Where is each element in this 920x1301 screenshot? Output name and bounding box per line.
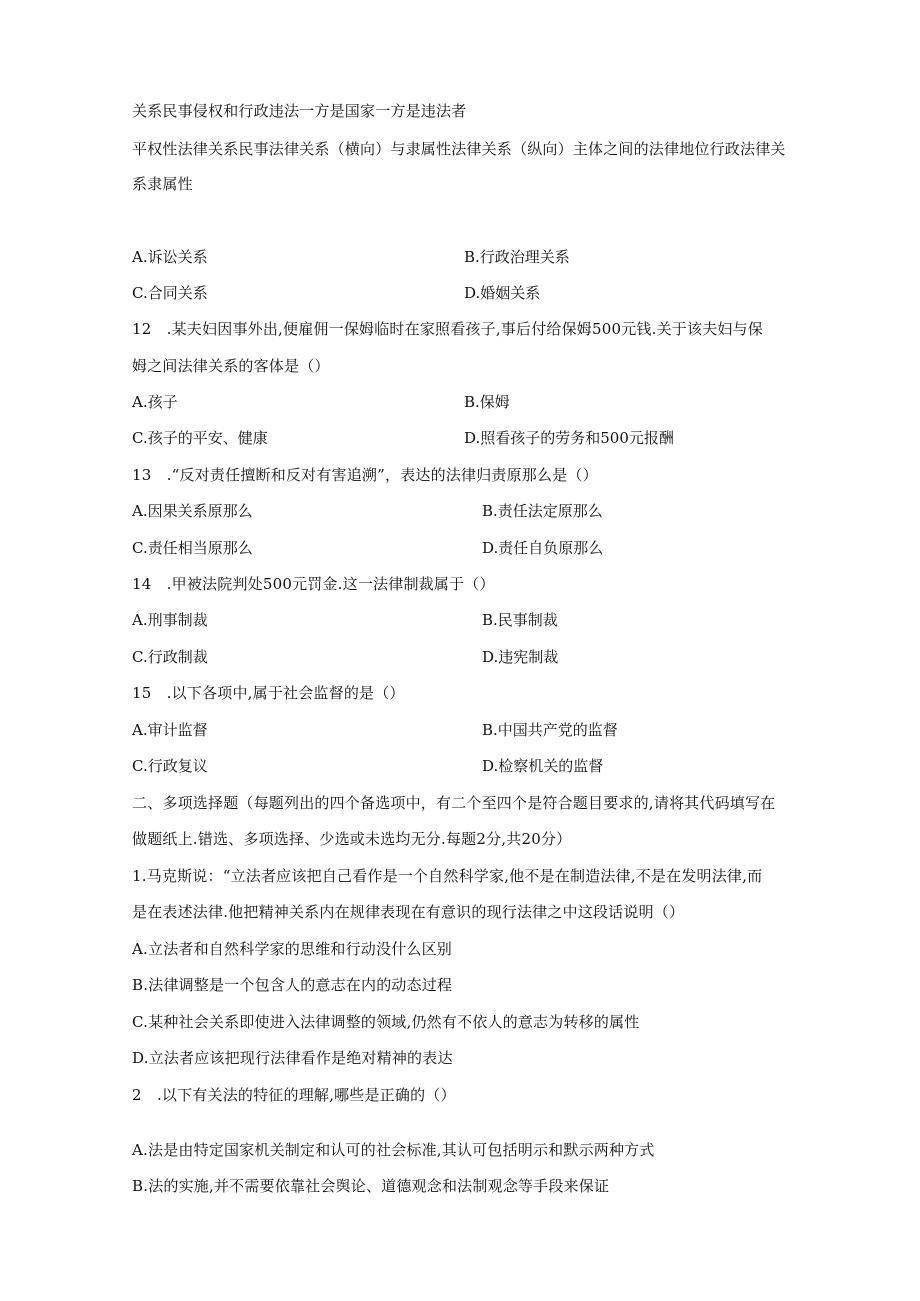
m1-option-b: B.法律调整是一个包含人的意志在内的动态过程	[132, 976, 453, 994]
q12-stem-line-1: 12 .某夫妇因事外出,便雇佣一保姆临时在家照看孩子,事后付给保姆500元钱.关于该夫妇与保	[132, 320, 763, 338]
q11-option-b: B.行政治理关系	[464, 248, 570, 266]
intro-line-1: 关系民事侵权和行政违法一方是国家一方是违法者	[132, 102, 467, 120]
m1-stem-line-1: 1.马克斯说：“立法者应该把自己看作是一个自然科学家,他不是在制造法律,不是在发明法律,而	[132, 867, 763, 885]
q14-option-d: D.违宪制裁	[482, 648, 559, 666]
q13-option-a: A.因果关系原那么	[132, 502, 253, 520]
q12-stem-line-2: 姆之间法律关系的客体是（）	[132, 357, 330, 375]
q15-option-a: A.审计监督	[132, 721, 208, 739]
q11-option-c: C.合同关系	[132, 284, 208, 302]
section2-heading-line-2: 做题纸上.错选、多项选择、少选或未选均无分.每题2分,共20分）	[132, 830, 572, 848]
q14-option-c: C.行政制裁	[132, 648, 208, 666]
q15-option-b: B.中国共产党的监督	[482, 721, 618, 739]
m2-option-a: A.法是由特定国家机关制定和认可的社会标准,其认可包括明示和默示两种方式	[132, 1141, 655, 1159]
q13-stem: 13 .“反对责任擅断和反对有害追溯”，表达的法律归责原那么是（）	[132, 466, 598, 484]
intro-line-3: 系隶属性	[132, 175, 193, 193]
intro-line-2: 平权性法律关系民事法律关系（横向）与隶属性法律关系（纵向）主体之间的法律地位行政法律关	[132, 140, 786, 158]
m1-option-d: D.立法者应该把现行法律看作是绝对精神的表达	[132, 1049, 453, 1067]
q13-option-d: D.责任自负原那么	[482, 539, 604, 557]
q12-option-d: D.照看孩子的劳务和500元报酬	[464, 429, 674, 447]
q11-option-a: A.诉讼关系	[132, 248, 208, 266]
q15-option-c: C.行政复议	[132, 757, 208, 775]
q11-option-d: D.婚姻关系	[464, 284, 541, 302]
m1-option-c: C.某种社会关系即使进入法律调整的领域,仍然有不依人的意志为转移的属性	[132, 1013, 640, 1031]
q13-option-c: C.责任相当原那么	[132, 539, 253, 557]
m1-stem-line-2: 是在表述法律.他把精神关系内在规律表现在有意识的现行法律之中这段话说明（）	[132, 903, 685, 921]
m2-option-b: B.法的实施,并不需要依靠社会舆论、道德观念和法制观念等手段来保证	[132, 1177, 610, 1195]
section2-heading-line-1: 二、多项选择题（每题列出的四个备选项中，有二个至四个是符合题目要求的,请将其代码填写在	[132, 794, 776, 812]
q14-stem: 14 .甲被法院判处500元罚金.这一法律制裁属于（）	[132, 575, 495, 593]
q14-option-a: A.刑事制裁	[132, 611, 208, 629]
m2-stem: 2 .以下有关法的特征的理解,哪些是正确的（）	[132, 1086, 456, 1104]
q15-option-d: D.检察机关的监督	[482, 757, 604, 775]
q12-option-c: C.孩子的平安、健康	[132, 429, 268, 447]
m1-option-a: A.立法者和自然科学家的思维和行动没什么区别	[132, 940, 453, 958]
q15-stem: 15 .以下各项中,属于社会监督的是（）	[132, 684, 405, 702]
q14-option-b: B.民事制裁	[482, 611, 558, 629]
q12-option-b: B.保姆	[464, 393, 510, 411]
q12-option-a: A.孩子	[132, 393, 178, 411]
q13-option-b: B.责任法定原那么	[482, 502, 603, 520]
